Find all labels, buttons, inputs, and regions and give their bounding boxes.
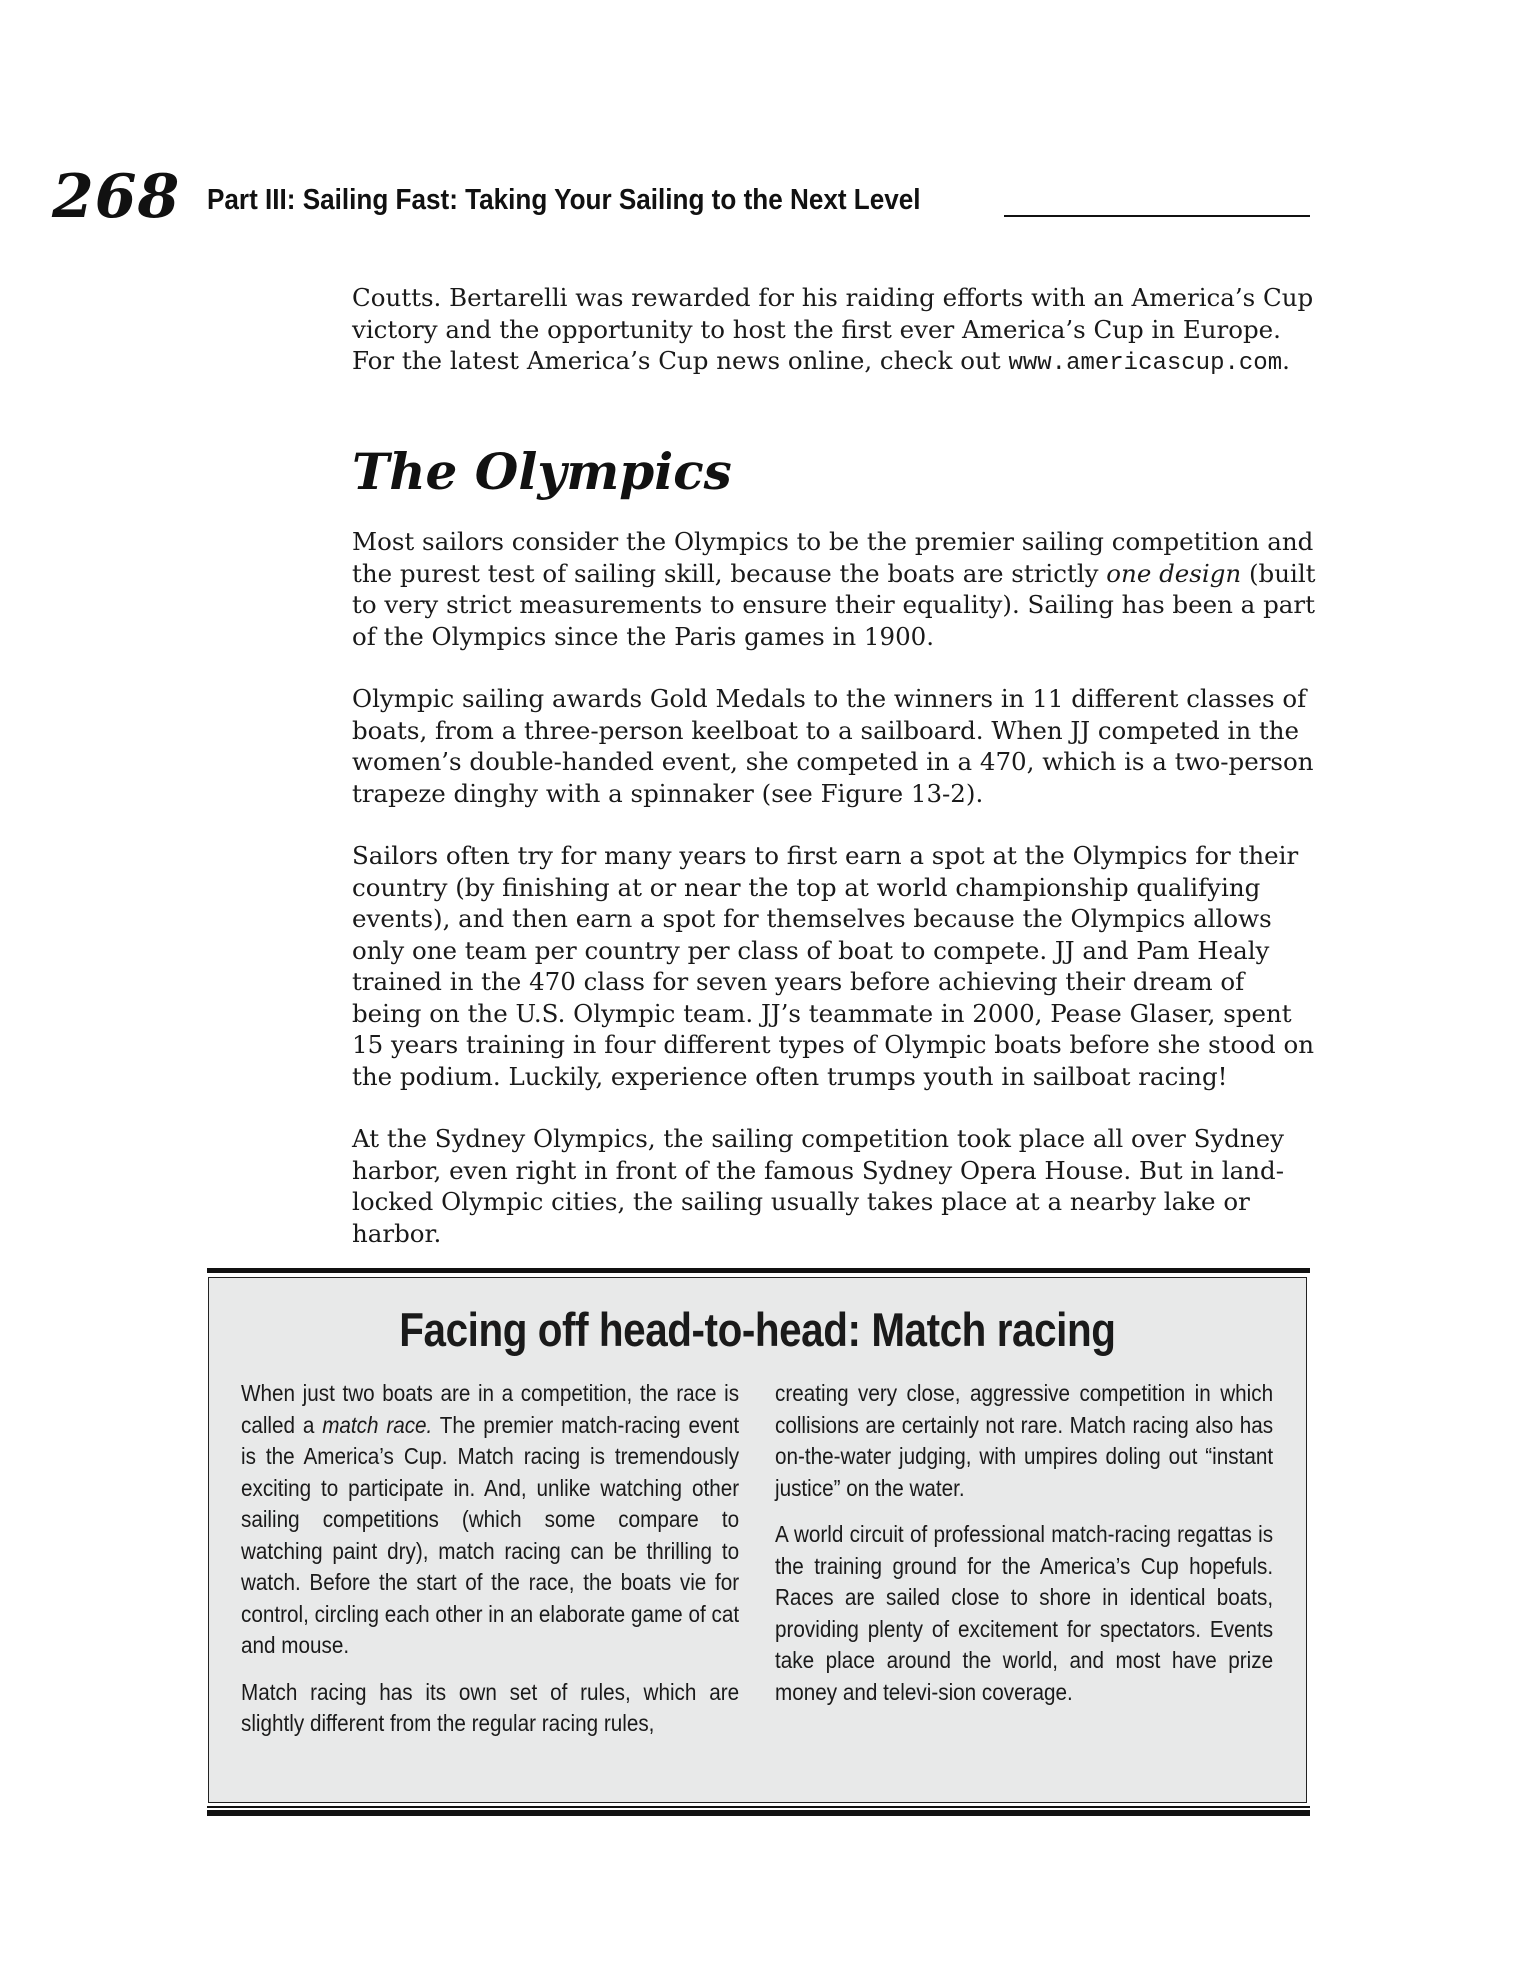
sidebar-bottom-rule-thick bbox=[207, 1810, 1310, 1816]
intro-block bbox=[352, 282, 1317, 411]
sidebar-top-rule bbox=[207, 1268, 1310, 1273]
section-paragraph-3: Sailors often try for many years to first earn a spot at the Olympics for their country (by finishing at or near the top at world championship qualifying events), and then earn a spot for themselves because the Olympics allows only one team per country per class of boat to compete. JJ and Pam Healy trained in the 470 class for seven years before achieving their dream of being on the U.S. Olympic team. JJ’s teammate in 2000, Pease Glaser, spent 15 years training in four different types of Olympic boats before she stood on the podium. Luckily, experience often trumps youth in sailboat racing! bbox=[352, 841, 1315, 1091]
sidebar-right-paragraph-1: creating very close, aggressive competition in which collisions are certainly not rare. Match racing also has on-the-water judging, with umpires doling out “instant justice” on the water. bbox=[775, 1380, 1274, 1501]
section-paragraph-1 bbox=[352, 526, 1317, 652]
sidebar-title-text: Facing off head-to-head: Match racing bbox=[399, 1303, 1116, 1356]
running-head: Part III: Sailing Fast: Taking Your Sailing to the Next Level bbox=[207, 184, 921, 216]
americas-cup-url[interactable]: www.americascup.com bbox=[1008, 350, 1283, 377]
sidebar-left-paragraph-2: Match racing has its own set of rules, which are slightly different from the regular racing rules, bbox=[241, 1678, 740, 1736]
section-title: The Olympics bbox=[352, 442, 732, 501]
section-body bbox=[352, 526, 1317, 1280]
p1-text-start: Most sailors consider the Olympics to be the premier sailing competition and the purest test of sailing skill, because the boats are strictly bbox=[352, 527, 1314, 588]
intro-text-end: . bbox=[1282, 346, 1290, 375]
sb-left-p1-end: The premier match-racing event is the America’s Cup. Match racing is tremendously exciting to participate in. And, unlike watching other sailing competitions (which some compare to watching paint dry), match racing can be thrilling to watch. Before the start of the race, the boats vie for control, circling each other in an elaborate game of cat and mouse. bbox=[241, 1411, 740, 1658]
sb-left-p1-emphasis: match race. bbox=[322, 1411, 433, 1438]
sidebar-bottom-rule-thin bbox=[207, 1806, 1310, 1808]
p1-emphasis: one design bbox=[1106, 558, 1242, 588]
p1-text-end: (built to very strict measurements to ensure their equality). Sailing has been a part of the Olympics since the Paris games in 1900. bbox=[352, 558, 1316, 651]
sb-left-p1-start: When just two boats are in a competition, the race is called a bbox=[241, 1380, 740, 1438]
sidebar-box bbox=[208, 1277, 1307, 1803]
section-paragraph-2: Olympic sailing awards Gold Medals to the winners in 11 different classes of boats, from a three-person keelboat to a sailboard. When JJ competed in the women’s double-handed event, she competed in a 470, which is a two-person trapeze dinghy with a spinnaker (see Figure 13-2). bbox=[352, 684, 1314, 808]
section-paragraph-4: At the Sydney Olympics, the sailing competition took place all over Sydney harbor, even right in front of the famous Sydney Opera House. But in land-locked Olympic cities, the sailing usually takes place at a nearby lake or harbor. bbox=[352, 1124, 1285, 1248]
header-rule bbox=[1004, 215, 1310, 217]
page-number: 268 bbox=[52, 162, 181, 232]
sidebar-left-column bbox=[241, 1378, 739, 1755]
sidebar-right-column bbox=[775, 1378, 1273, 1723]
sidebar-left-paragraph-1 bbox=[241, 1378, 739, 1662]
sidebar-title bbox=[209, 1300, 1306, 1360]
intro-paragraph bbox=[352, 282, 1317, 380]
sidebar-right-paragraph-2: A world circuit of professional match-racing regattas is the training ground for the America’s Cup hopefuls. Races are sailed close to shore in identical boats, providing plenty of excitement for spectators. Events take place around the world, and most have prize money and televi-sion coverage. bbox=[775, 1521, 1274, 1705]
intro-text: Coutts. Bertarelli was rewarded for his raiding efforts with an America’s Cup victory and the opportunity to host the first ever America’s Cup in Europe. For the latest America’s Cup news online, check out bbox=[352, 283, 1314, 375]
